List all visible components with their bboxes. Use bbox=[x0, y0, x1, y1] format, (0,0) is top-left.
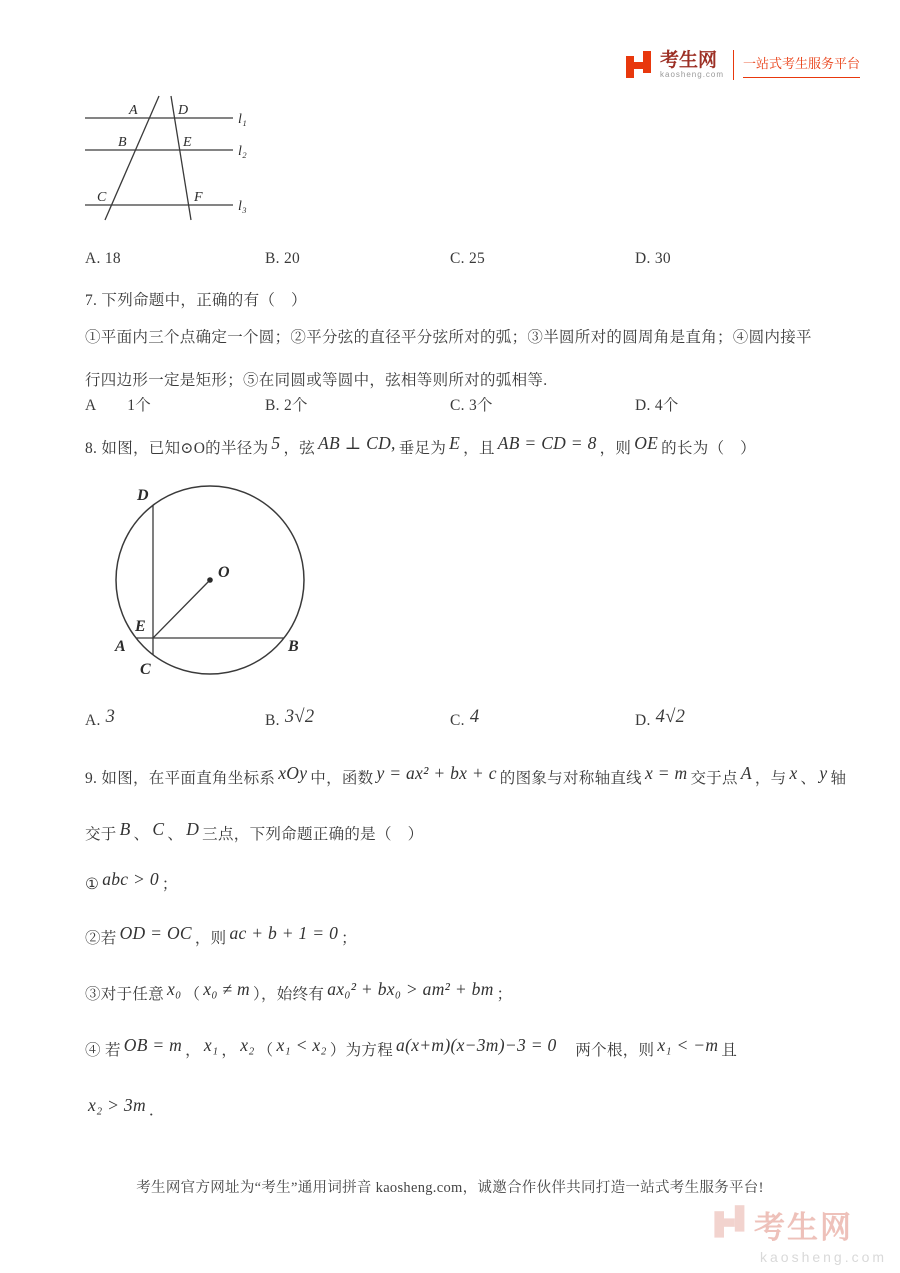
text-segment: 且 bbox=[721, 1042, 738, 1059]
question7-body2: 行四边形一定是矩形；⑤在同圆或等圆中，弦相等则所对的弧相等. bbox=[85, 372, 548, 389]
text-segment: ， bbox=[185, 1042, 201, 1059]
q7-option-d: D. 4个 bbox=[635, 397, 679, 414]
math-expression: OE bbox=[634, 433, 659, 453]
line-label-l3: l₃ bbox=[238, 199, 247, 214]
text-segment: 9. 如图，在平面直角坐标系 bbox=[85, 770, 276, 787]
math-expression: D bbox=[186, 819, 200, 839]
question9-stem-line2 bbox=[85, 819, 424, 844]
q8-option-c bbox=[450, 707, 480, 731]
q8-option-c-value: 4 bbox=[469, 707, 480, 727]
text-segment: 的图象与对称轴直线 bbox=[499, 770, 642, 787]
footer-text: 考生网官方网址为“考生”通用词拼音 kaosheng.com，诚邀合作伙伴共同打造一站式考生服务平台! bbox=[136, 1180, 764, 1196]
site-logo bbox=[624, 50, 860, 80]
circle-label-D: D bbox=[137, 487, 149, 504]
logo-domain-text: kaosheng.com bbox=[660, 70, 725, 80]
circle-label-B: B bbox=[288, 638, 299, 655]
q8-option-b bbox=[265, 707, 315, 731]
math-expression: B bbox=[119, 819, 131, 839]
math-expression: y bbox=[819, 763, 828, 783]
text-segment: ； bbox=[341, 930, 357, 947]
math-expression: x bbox=[789, 763, 798, 783]
math-expression: xOy bbox=[278, 763, 308, 783]
parallel-lines-figure bbox=[85, 90, 260, 225]
text-segment: 的长为（ ） bbox=[661, 440, 756, 457]
question6-options-row bbox=[0, 250, 900, 276]
point-label-A: A bbox=[129, 103, 138, 118]
math-expression: A bbox=[740, 763, 752, 783]
question9-stem-line1 bbox=[85, 763, 847, 788]
math-expression: x₁ < −m bbox=[657, 1035, 719, 1055]
line-label-l2: l₂ bbox=[238, 144, 247, 159]
q6-option-c: C. 25 bbox=[450, 250, 486, 267]
q8-option-d-label: D. bbox=[635, 712, 651, 729]
text-segment: ，则 bbox=[194, 930, 227, 947]
q6-option-d: D. 30 bbox=[635, 250, 671, 267]
text-segment: 8. 如图，已知⊙O的半径为 bbox=[85, 440, 269, 457]
text-segment: ，且 bbox=[463, 440, 495, 457]
watermark-brand-text: 考生网 bbox=[754, 1210, 853, 1245]
text-segment: ． bbox=[148, 1102, 165, 1119]
text-segment: ③对于任意 bbox=[85, 986, 165, 1003]
text-segment: （ bbox=[257, 1042, 274, 1059]
watermark-logo-icon bbox=[712, 1204, 748, 1245]
math-expression: x₀ bbox=[167, 979, 182, 999]
question9-item3 bbox=[85, 979, 513, 1004]
text-segment: 交于点 bbox=[690, 770, 738, 787]
circle-label-A: A bbox=[115, 638, 126, 655]
math-expression: abc > 0 bbox=[102, 869, 159, 889]
text-segment: （ bbox=[184, 986, 201, 1003]
question7-body1: ①平面内三个点确定一个圆；②平分弦的直径平分弦所对的弧；③半圆所对的圆周角是直角；④圆内接平 bbox=[85, 329, 812, 346]
text-segment: 中，函数 bbox=[310, 770, 374, 787]
text-segment: ④ 若 bbox=[85, 1042, 121, 1059]
question9-item1 bbox=[85, 869, 178, 894]
q7-option-b: B. 2个 bbox=[265, 397, 308, 414]
math-expression: ax₀² + bx₀ > am² + bm bbox=[327, 979, 494, 999]
math-expression: y = ax² + bx + c bbox=[376, 763, 497, 783]
q7-option-c: C. 3个 bbox=[450, 397, 493, 414]
math-expression: AB = CD = 8 bbox=[497, 433, 597, 453]
math-expression: x₂ > 3m bbox=[88, 1095, 146, 1115]
text-segment: ），始终有 bbox=[252, 986, 325, 1003]
point-label-E: E bbox=[183, 135, 192, 150]
q6-option-b: B. 20 bbox=[265, 250, 301, 267]
q8-option-d bbox=[635, 707, 686, 731]
question9-item4-cont bbox=[85, 1095, 165, 1120]
question7-options-row bbox=[0, 393, 900, 419]
circle-label-O: O bbox=[218, 564, 230, 581]
circle-label-E: E bbox=[135, 618, 146, 635]
q8-option-a-label: A. bbox=[85, 712, 101, 729]
text-segment: ， bbox=[221, 1042, 238, 1059]
math-expression: E bbox=[449, 433, 461, 453]
logo-brand-text: 考生网 bbox=[660, 49, 718, 71]
question7-stem: 7. 下列命题中，正确的有（ ） bbox=[85, 292, 307, 309]
math-expression: x₀ ≠ m bbox=[203, 979, 250, 999]
math-expression: OB = m bbox=[123, 1035, 183, 1055]
math-expression: OD = OC bbox=[119, 923, 192, 943]
math-expression: C bbox=[152, 819, 165, 839]
circle-label-C: C bbox=[140, 661, 151, 678]
text-segment: 、 bbox=[133, 826, 150, 843]
math-expression: x₂ bbox=[240, 1035, 255, 1055]
q8-option-b-value: 3√2 bbox=[284, 707, 315, 727]
text-segment: 、 bbox=[800, 770, 817, 787]
kaosheng-logo-icon bbox=[624, 50, 654, 80]
q8-option-a-value: 3 bbox=[105, 707, 116, 727]
text-segment: ）为方程 bbox=[329, 1042, 394, 1059]
line-label-l1: l₁ bbox=[238, 112, 247, 127]
center-point bbox=[207, 577, 213, 583]
text-segment: 、 bbox=[167, 826, 184, 843]
logo-tagline: 一站式考生服务平台 bbox=[743, 53, 860, 78]
math-expression: AB ⊥ CD, bbox=[318, 433, 396, 453]
question9-item2 bbox=[85, 923, 357, 948]
text-segment: 垂足为 bbox=[398, 440, 447, 457]
q8-option-a bbox=[85, 707, 116, 731]
logo-separator bbox=[733, 50, 734, 80]
text-segment: ，与 bbox=[754, 770, 787, 787]
math-expression: a(x+m)(x−3m)−3 = 0 bbox=[396, 1035, 557, 1055]
text-segment: 交于 bbox=[85, 826, 117, 843]
math-expression: ac + b + 1 = 0 bbox=[229, 923, 339, 943]
point-label-F: F bbox=[194, 190, 203, 205]
math-expression: x₁ < x₂ bbox=[276, 1035, 327, 1055]
q6-option-a: A. 18 bbox=[85, 250, 121, 267]
q7-option-a: A 1个 bbox=[85, 397, 152, 414]
circle-figure bbox=[95, 478, 325, 690]
text-segment: ，弦 bbox=[283, 440, 316, 457]
point-label-B: B bbox=[118, 135, 127, 150]
q8-option-d-value: 4√2 bbox=[655, 707, 686, 727]
math-expression: x = m bbox=[644, 763, 688, 783]
text-segment: ； bbox=[496, 986, 513, 1003]
question9-item4 bbox=[85, 1035, 738, 1060]
point-label-D: D bbox=[178, 103, 189, 118]
point-label-C: C bbox=[97, 190, 107, 205]
question8-options-row bbox=[0, 707, 900, 736]
text-segment: ； bbox=[161, 876, 178, 893]
text-segment: ，则 bbox=[599, 440, 632, 457]
math-expression: 5 bbox=[271, 433, 281, 453]
text-segment: 三点，下列命题正确的是（ ） bbox=[202, 826, 424, 843]
watermark-domain-text: kaosheng.com bbox=[760, 1249, 888, 1265]
text-segment: ②若 bbox=[85, 930, 117, 947]
text-segment: 两个根，则 bbox=[559, 1042, 655, 1059]
kaosheng-watermark bbox=[712, 1202, 887, 1265]
math-expression: x₁ bbox=[203, 1035, 219, 1055]
question8-stem bbox=[85, 433, 756, 458]
text-segment: 轴 bbox=[830, 770, 847, 787]
text-segment: ① bbox=[85, 876, 100, 893]
q8-option-c-label: C. bbox=[450, 712, 465, 729]
q8-option-b-label: B. bbox=[265, 712, 280, 729]
